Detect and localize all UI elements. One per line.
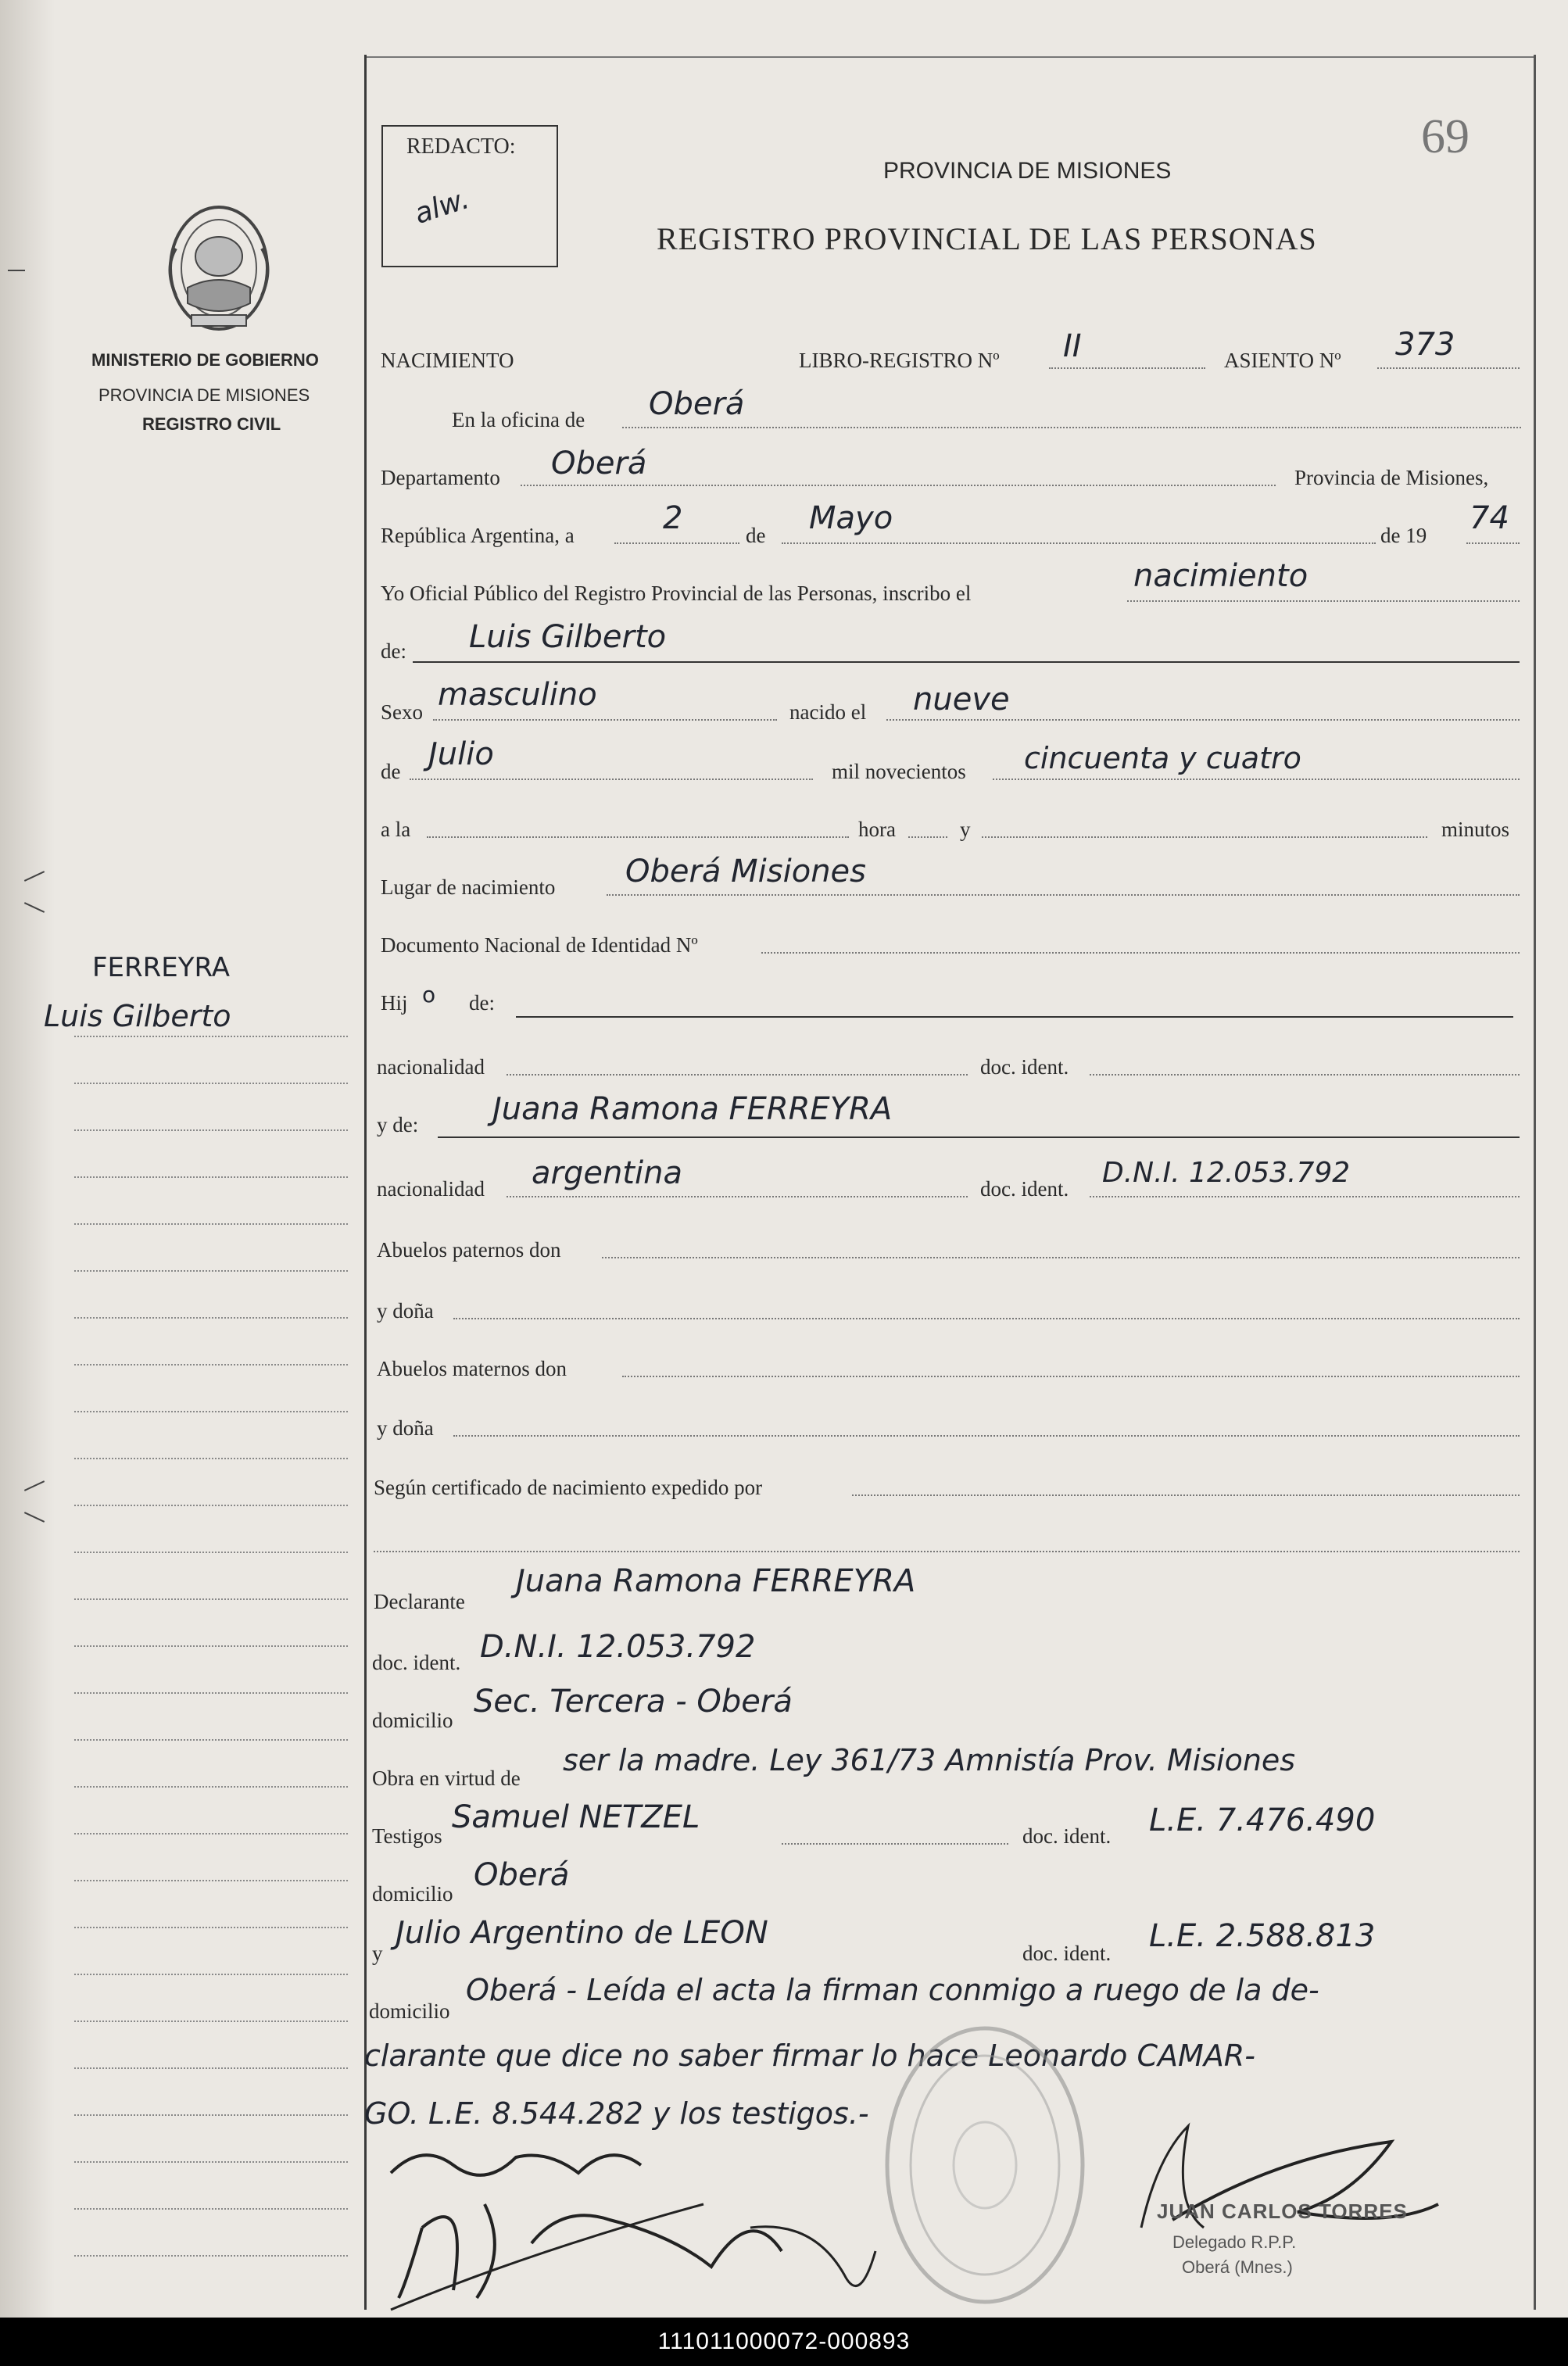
anio-value: 74 bbox=[1470, 500, 1509, 536]
inscribo-text: Yo Oficial Público del Registro Provincial de las Personas, inscribo el bbox=[381, 582, 972, 605]
margin-rule bbox=[74, 1645, 348, 1647]
right-border bbox=[1534, 55, 1536, 2310]
inscribo-line bbox=[1127, 600, 1520, 602]
margin-rule bbox=[74, 2161, 348, 2163]
margin-rule bbox=[74, 1223, 348, 1225]
abuelos-paternos-label: Abuelos paternos don bbox=[377, 1238, 561, 1262]
departamento-line bbox=[521, 485, 1276, 486]
margin-rule bbox=[74, 1364, 348, 1366]
nombre-line bbox=[413, 661, 1520, 663]
margin-rule bbox=[74, 2255, 348, 2257]
margin-rule bbox=[74, 1786, 348, 1788]
libro-line bbox=[1049, 367, 1205, 369]
redacto-box bbox=[381, 125, 558, 267]
margin-rule bbox=[74, 1598, 348, 1600]
margin-rule bbox=[74, 1129, 348, 1131]
margin-rule bbox=[74, 1880, 348, 1881]
provincia-suffix: Provincia de Misiones, bbox=[1294, 466, 1489, 489]
redacto-initials: alw. bbox=[410, 183, 474, 231]
madre-line bbox=[438, 1136, 1520, 1138]
mes-value: Mayo bbox=[809, 500, 893, 536]
nacido-label: nacido el bbox=[789, 700, 867, 724]
t2-dom-value: Oberá - Leída el acta la firman conmigo a ruego de la de- bbox=[466, 1973, 1319, 2007]
anio-nac-value: cincuenta y cuatro bbox=[1024, 741, 1301, 775]
y-dona-line bbox=[453, 1318, 1520, 1319]
margin-rule bbox=[74, 1692, 348, 1694]
margin-mark bbox=[8, 270, 25, 271]
libro-label: LIBRO-REGISTRO Nº bbox=[799, 349, 1000, 372]
mes-nac-line bbox=[410, 779, 813, 780]
t2-doc-value: L.E. 2.588.813 bbox=[1149, 1918, 1376, 1954]
lugar-value: Oberá Misiones bbox=[625, 854, 867, 889]
mes-line bbox=[782, 542, 1376, 544]
y2-label: y bbox=[372, 1942, 383, 1965]
nacido-line bbox=[886, 719, 1520, 721]
margin-rule bbox=[74, 1036, 348, 1037]
decl-dom-value: Sec. Tercera - Oberá bbox=[474, 1684, 793, 1720]
doc-ident-label: doc. ident. bbox=[980, 1055, 1069, 1079]
doc-ident2-line bbox=[1090, 1196, 1520, 1197]
sexo-line bbox=[433, 719, 777, 721]
signatory-name: JUAN CARLOS TORRES bbox=[1157, 2200, 1408, 2223]
hijo-label: Hij bbox=[381, 991, 408, 1015]
testigo1-line bbox=[782, 1843, 1008, 1845]
hora-label: hora bbox=[858, 818, 896, 841]
y-de-label: y de: bbox=[377, 1113, 419, 1136]
certificado-line bbox=[852, 1494, 1520, 1496]
margin-rule bbox=[74, 1458, 348, 1459]
certificado-label: Según certificado de nacimiento expedido por bbox=[374, 1476, 763, 1499]
nombre-label: de: bbox=[381, 639, 406, 663]
departamento-value: Oberá bbox=[551, 446, 647, 481]
page-number: 69 bbox=[1421, 110, 1470, 163]
sexo-label: Sexo bbox=[381, 700, 423, 724]
t2-dom-label: domicilio bbox=[369, 1999, 450, 2023]
testigos-label: Testigos bbox=[372, 1824, 442, 1848]
t1-doc-value: L.E. 7.476.490 bbox=[1149, 1802, 1376, 1838]
decl-doc-value: D.N.I. 12.053.792 bbox=[480, 1629, 756, 1665]
margin-rule bbox=[74, 1552, 348, 1553]
margin-rule bbox=[74, 1411, 348, 1412]
doc-ident-line bbox=[1090, 1074, 1520, 1076]
left-column-rule bbox=[364, 55, 367, 2310]
nacionalidad-line bbox=[507, 1074, 968, 1076]
declarante-label: Declarante bbox=[374, 1590, 465, 1613]
margin-rule bbox=[74, 1317, 348, 1319]
registry-title: REGISTRO PROVINCIAL DE LAS PERSONAS bbox=[657, 221, 1317, 256]
margin-given-name: Luis Gilberto bbox=[44, 999, 231, 1033]
testigo1-value: Samuel NETZEL bbox=[452, 1799, 700, 1835]
record-type: NACIMIENTO bbox=[381, 349, 514, 372]
t2-doc-label: doc. ident. bbox=[1022, 1942, 1112, 1965]
dia-line bbox=[614, 542, 739, 544]
madre-value: Juana Ramona FERREYRA bbox=[492, 1091, 893, 1127]
continuation-line-2: GO. L.E. 8.544.282 y los testigos.- bbox=[364, 2096, 869, 2131]
y-dona-label: y doña bbox=[377, 1299, 434, 1323]
y-dona2-label: y doña bbox=[377, 1416, 434, 1440]
nacido-value: nueve bbox=[913, 682, 1010, 718]
dni-line bbox=[761, 952, 1520, 954]
anio-line bbox=[1466, 542, 1520, 544]
margin-rule bbox=[74, 1083, 348, 1084]
y-dona2-line bbox=[453, 1435, 1520, 1437]
minutos-label: minutos bbox=[1441, 818, 1510, 841]
obra-value: ser la madre. Ley 361/73 Amnistía Prov. Misiones bbox=[563, 1743, 1296, 1777]
continuation-line-1: clarante que dice no saber firmar lo hace Leonardo CAMAR- bbox=[364, 2038, 1255, 2073]
a-la-line bbox=[427, 836, 849, 838]
republica-label: República Argentina, a bbox=[381, 524, 575, 547]
margin-rule bbox=[74, 2021, 348, 2022]
nacionalidad2-label: nacionalidad bbox=[377, 1177, 485, 1201]
oficina-label: En la oficina de bbox=[452, 408, 585, 431]
oficina-value: Oberá bbox=[649, 386, 745, 422]
lugar-label: Lugar de nacimiento bbox=[381, 875, 556, 899]
minutos-line bbox=[982, 836, 1427, 838]
margin-rule bbox=[74, 1505, 348, 1506]
binding-shadow bbox=[0, 0, 55, 2366]
asiento-value: 373 bbox=[1395, 327, 1455, 363]
oficina-line bbox=[622, 427, 1521, 428]
hijo-de-label: de: bbox=[469, 991, 495, 1015]
dni-label: Documento Nacional de Identidad Nº bbox=[381, 933, 698, 957]
inscribo-value: nacimiento bbox=[1133, 558, 1308, 594]
y-label: y bbox=[960, 818, 971, 841]
abuelos-maternos-line bbox=[622, 1376, 1520, 1377]
mil-label: mil novecientos bbox=[832, 760, 966, 783]
margin-rule bbox=[74, 2114, 348, 2116]
t1-dom-value: Oberá bbox=[474, 1857, 570, 1893]
asiento-line bbox=[1377, 367, 1520, 369]
margin-rule bbox=[74, 2208, 348, 2210]
signatory-place: Oberá (Mnes.) bbox=[1182, 2257, 1293, 2277]
coat-of-arms-emblem bbox=[160, 202, 277, 335]
document-id-footer: 111011000072-000893 bbox=[0, 2318, 1568, 2366]
nacionalidad-label: nacionalidad bbox=[377, 1055, 485, 1079]
padre-line bbox=[516, 1016, 1513, 1018]
anio-nac-line bbox=[993, 779, 1520, 780]
lugar-line bbox=[607, 894, 1520, 896]
t1-dom-label: domicilio bbox=[372, 1882, 453, 1906]
margin-rule bbox=[74, 1833, 348, 1834]
doc-ident2-value: D.N.I. 12.053.792 bbox=[1102, 1157, 1351, 1189]
declarante-value: Juana Ramona FERREYRA bbox=[516, 1563, 916, 1599]
decl-dom-label: domicilio bbox=[372, 1709, 453, 1732]
de2-label: de bbox=[381, 760, 401, 783]
ministry-label: MINISTERIO DE GOBIERNO bbox=[91, 350, 319, 370]
doc-ident2-label: doc. ident. bbox=[980, 1177, 1069, 1201]
hora-line bbox=[908, 836, 947, 838]
margin-rule bbox=[74, 1974, 348, 1975]
sexo-value: masculino bbox=[438, 677, 597, 713]
de-label: de bbox=[746, 524, 766, 547]
asiento-label: ASIENTO Nº bbox=[1224, 349, 1341, 372]
registry-label: REGISTRO CIVIL bbox=[142, 414, 281, 434]
hijo-suffix: o bbox=[422, 982, 436, 1008]
top-border bbox=[364, 56, 1535, 58]
nacionalidad2-line bbox=[507, 1196, 968, 1197]
margin-rule bbox=[74, 1927, 348, 1928]
a-la-label: a la bbox=[381, 818, 411, 841]
mes-nac-value: Julio bbox=[428, 736, 494, 772]
margin-surname: FERREYRA bbox=[92, 952, 231, 983]
t1-doc-label: doc. ident. bbox=[1022, 1824, 1112, 1848]
certificado-line-2 bbox=[374, 1551, 1520, 1552]
province-label: PROVINCIA DE MISIONES bbox=[98, 385, 310, 405]
nombre-value: Luis Gilberto bbox=[469, 619, 667, 655]
abuelos-paternos-line bbox=[602, 1257, 1520, 1258]
anio-prefix: de 19 bbox=[1380, 524, 1427, 547]
obra-label: Obra en virtud de bbox=[372, 1766, 521, 1790]
abuelos-maternos-label: Abuelos maternos don bbox=[377, 1357, 567, 1380]
redacto-label: REDACTO: bbox=[406, 134, 516, 159]
margin-rule bbox=[74, 1739, 348, 1741]
nacionalidad2-value: argentina bbox=[532, 1155, 682, 1191]
dia-value: 2 bbox=[663, 500, 683, 536]
departamento-label: Departamento bbox=[381, 466, 500, 489]
margin-rule bbox=[74, 1270, 348, 1272]
margin-rule bbox=[74, 1176, 348, 1178]
province-title: PROVINCIA DE MISIONES bbox=[883, 158, 1172, 184]
testigo2-value: Julio Argentino de LEON bbox=[396, 1915, 768, 1951]
decl-doc-label: doc. ident. bbox=[372, 1651, 461, 1674]
margin-rule bbox=[74, 2067, 348, 2069]
libro-value: II bbox=[1063, 328, 1082, 364]
signatory-title: Delegado R.P.P. bbox=[1172, 2232, 1297, 2252]
